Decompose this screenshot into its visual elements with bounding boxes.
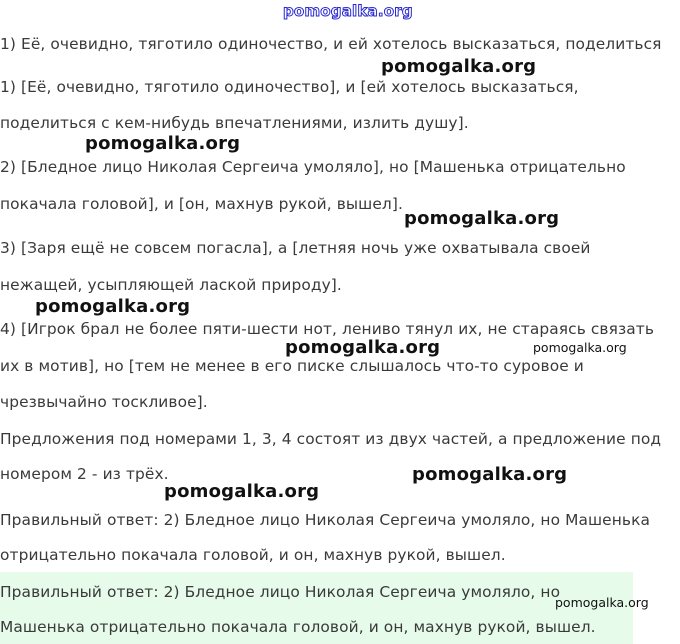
text-line-3: поделиться с кем-нибудь впечатлениями, излить душу]. [0, 114, 469, 132]
watermark-7: pomogalka.org [164, 481, 320, 502]
watermark-2: pomogalka.org [85, 133, 241, 154]
watermark-small-2: pomogalka.org [555, 595, 649, 610]
text-line-12: номером 2 - из трёх. [0, 465, 169, 483]
text-line-9: их в мотив], но [тем не менее в его писке слышалось что-то суровое и [0, 357, 584, 375]
watermark-4: pomogalka.org [35, 296, 191, 317]
watermark-small-1: pomogalka.org [533, 340, 627, 355]
watermark-1: pomogalka.org [381, 56, 537, 77]
watermark-5: pomogalka.org [285, 337, 441, 358]
text-line-8: 4) [Игрок брал не более пяти-шести нот, лениво тянул их, не стараясь связать [0, 320, 655, 338]
answer-line-2: отрицательно покачала головой, и он, махнув рукой, вышел. [0, 546, 506, 564]
text-line-1: 1) Её, очевидно, тяготило одиночество, и ей хотелось высказаться, поделиться [0, 35, 662, 53]
text-line-2: 1) [Её, очевидно, тяготило одиночество], и [ей хотелось высказаться, [0, 78, 579, 96]
watermark-6: pomogalka.org [412, 464, 568, 485]
text-line-7: нежащей, усыпляющей лаской природу]. [0, 276, 342, 294]
text-line-4: 2) [Бледное лицо Николая Сергеича умоляло], но [Машенька отрицательно [0, 158, 626, 176]
watermark-3: pomogalka.org [404, 208, 560, 229]
answer-box-line-1: Правильный ответ: 2) Бледное лицо Николая Сергеича умоляло, но [0, 583, 561, 601]
answer-box-line-2: Машенька отрицательно покачала головой, и он, махнув рукой, вышел. [0, 618, 596, 636]
text-line-5: покачала головой], и [он, махнув рукой, вышел]. [0, 195, 403, 213]
text-line-11: Предложения под номерами 1, 3, 4 состоят из двух частей, а предложение под [0, 430, 662, 448]
answer-line-1: Правильный ответ: 2) Бледное лицо Николая Сергеича умоляло, но Машенька [0, 511, 651, 529]
text-line-6: 3) [Заря ещё не совсем погасла], а [летняя ночь уже охватывала своей [0, 239, 591, 257]
text-line-10: чрезвычайно тоскливое]. [0, 393, 208, 411]
watermark-top: pomogalka.org [283, 2, 413, 20]
